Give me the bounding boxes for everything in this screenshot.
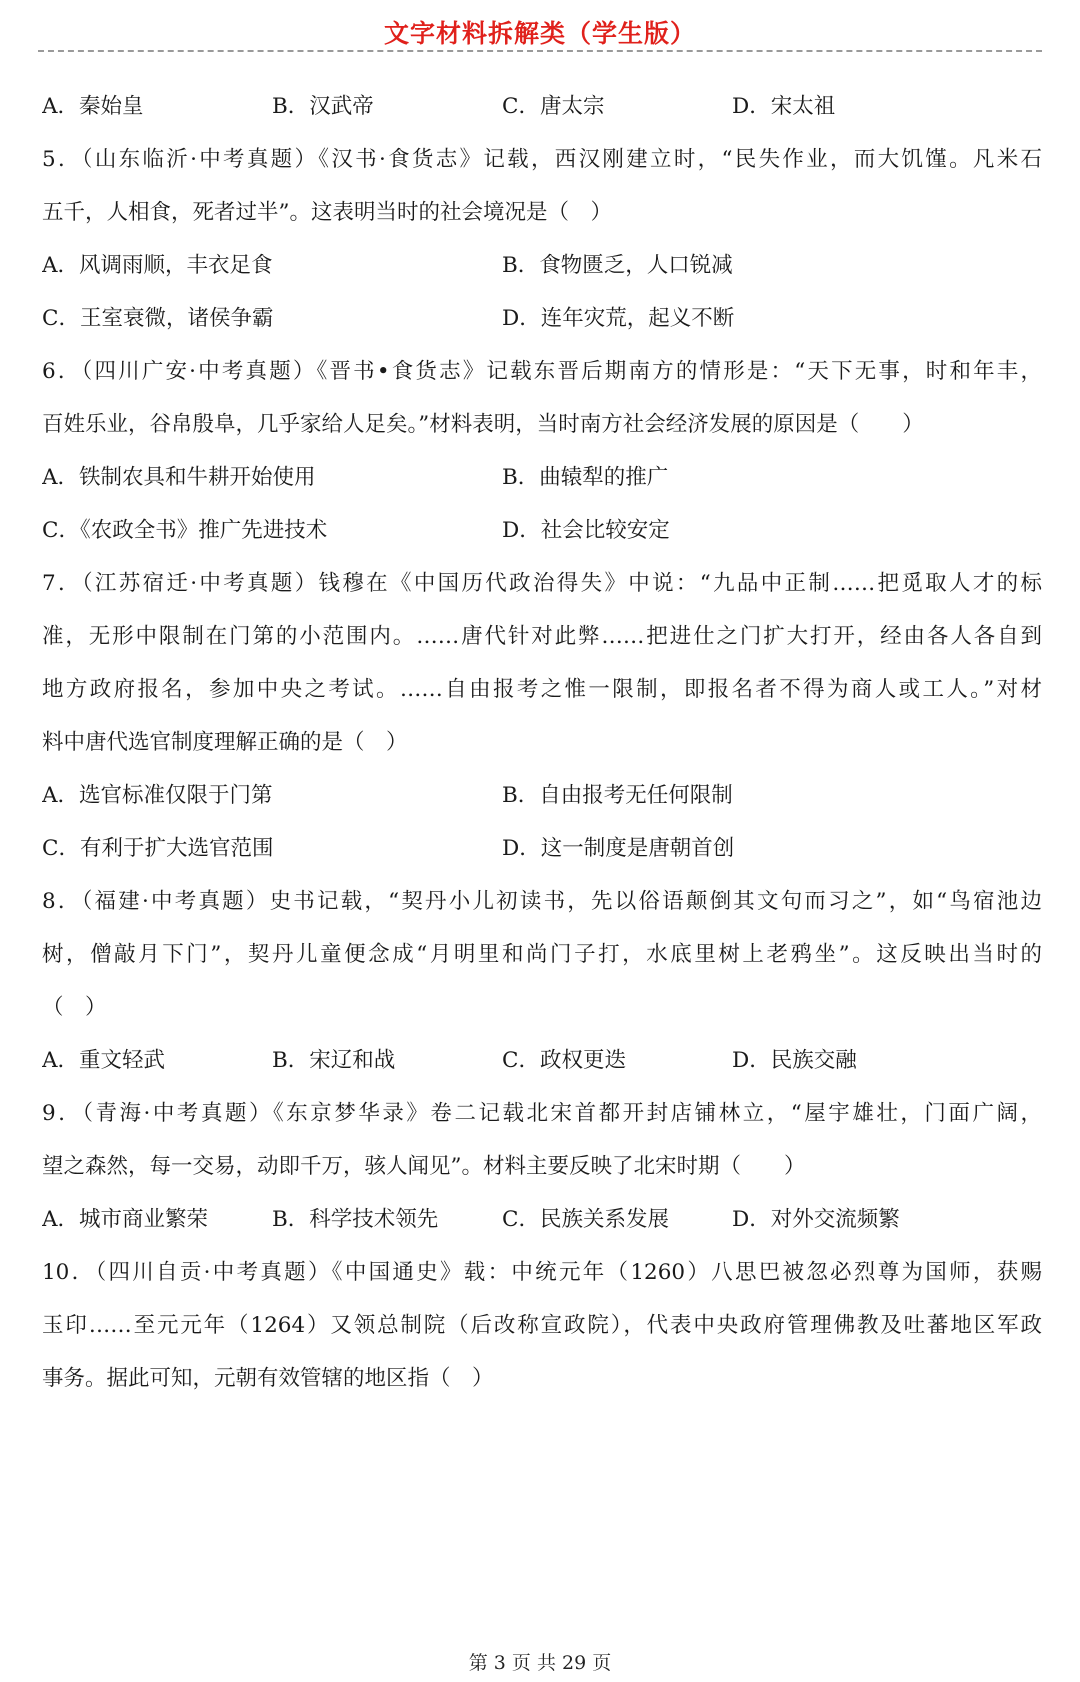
q8-stem-line: 8．（福建·中考真题）史书记载，“契丹小儿初读书，先以俗语颠倒其文句而习之”，如“鸟宿池边 [42, 889, 1042, 914]
q10-stem-line: 玉印……至元元年（1264）又领总制院（后改称宣政院），代表中央政府管理佛教及吐蕃地区军政 [42, 1313, 1042, 1338]
q6-stem-line: 6．（四川广安·中考真题）《晋书•食货志》记载东晋后期南方的情形是：“天下无事，时和年丰， [42, 359, 1042, 384]
question-content [42, 80, 1042, 1405]
q6-option-c[interactable]: C．《农政全书》推广先进技术 [42, 518, 328, 543]
q7-stem-line: 7．（江苏宿迁·中考真题）钱穆在《中国历代政治得失》中说：“九品中正制……把觅取人才的标 [42, 571, 1042, 596]
q7-option-d[interactable]: D．这一制度是唐朝首创 [502, 836, 735, 861]
q5-option-a[interactable]: A．风调雨顺，丰衣足食 [42, 253, 273, 278]
q7-option-c[interactable]: C．有利于扩大选官范围 [42, 836, 274, 861]
q8-option-a[interactable]: A．重文轻武 [42, 1048, 166, 1073]
q6-option-d[interactable]: D．社会比较安定 [502, 518, 670, 543]
q6-options-row [42, 504, 1042, 557]
q7-options-row [42, 822, 1042, 875]
q9-options [42, 1193, 1042, 1246]
q9-option-a[interactable]: A．城市商业繁荣 [42, 1207, 209, 1232]
q10-stem-line: 事务。据此可知，元朝有效管辖的地区指（ ） [42, 1366, 494, 1391]
page-number: 第 3 页 共 29 页 [468, 1652, 612, 1674]
q7-stem-line: 地方政府报名，参加中央之考试。……自由报考之惟一限制，即报名者不得为商人或工人。”对材 [42, 677, 1042, 702]
header-divider [38, 50, 1042, 52]
q9-option-b[interactable]: B．科学技术领先 [272, 1207, 439, 1232]
page-header [0, 14, 1080, 50]
q7-options-row [42, 769, 1042, 822]
q10-stem-line: 10．（四川自贡·中考真题）《中国通史》载：中统元年（1260）八思巴被忽必烈尊为国师，获赐 [42, 1260, 1042, 1285]
q4-option-c[interactable]: C．唐太宗 [502, 94, 605, 119]
q4-option-a[interactable]: A．秦始皇 [42, 94, 144, 119]
q5-stem-line: 5．（山东临沂·中考真题）《汉书·食货志》记载，西汉刚建立时，“民失作业，而大饥馑。凡米石 [42, 147, 1042, 172]
q8-option-b[interactable]: B．宋辽和战 [272, 1048, 396, 1073]
q5-stem-line: 五千，人相食，死者过半”。这表明当时的社会境况是（ ） [42, 200, 612, 225]
q7-option-a[interactable]: A．选官标准仅限于门第 [42, 783, 273, 808]
q5-options-row [42, 239, 1042, 292]
q9-stem-line: 望之森然，每一交易，动即千万，骇人闻见”。材料主要反映了北宋时期（ ） [42, 1154, 806, 1179]
q9-stem-line: 9．（青海·中考真题）《东京梦华录》卷二记载北宋首都开封店铺林立，“屋宇雄壮，门面广阔， [42, 1101, 1042, 1126]
q4-option-d[interactable]: D．宋太祖 [732, 94, 836, 119]
q8-options [42, 1034, 1042, 1087]
q8-option-c[interactable]: C．政权更迭 [502, 1048, 626, 1073]
q9-option-d[interactable]: D．对外交流频繁 [732, 1207, 900, 1232]
q6-option-a[interactable]: A．铁制农具和牛耕开始使用 [42, 465, 316, 490]
q7-stem-line: 料中唐代选官制度理解正确的是（ ） [42, 730, 408, 755]
q9-option-c[interactable]: C．民族关系发展 [502, 1207, 669, 1232]
q5-option-c[interactable]: C．王室衰微，诸侯争霸 [42, 306, 274, 331]
q6-option-b[interactable]: B．曲辕犁的推广 [502, 465, 669, 490]
q8-option-d[interactable]: D．民族交融 [732, 1048, 857, 1073]
q7-stem-line: 准，无形中限制在门第的小范围内。……唐代针对此弊……把进仕之门扩大打开，经由各人各自到 [42, 624, 1042, 649]
q7-option-b[interactable]: B．自由报考无任何限制 [502, 783, 733, 808]
q6-stem-line: 百姓乐业，谷帛殷阜，几乎家给人足矣。”材料表明，当时南方社会经济发展的原因是（ ） [42, 412, 924, 437]
q8-stem-line: 树，僧敲月下门”，契丹儿童便念成“月明里和尚门子打，水底里树上老鸦坐”。这反映出当时的 [42, 942, 1042, 967]
q6-options-row [42, 451, 1042, 504]
q8-stem-line: （ ） [42, 995, 107, 1020]
q5-option-b[interactable]: B．食物匮乏，人口锐减 [502, 253, 733, 278]
document-title: 文字材料拆解类（学生版） [383, 19, 696, 48]
q4-options [42, 80, 1042, 133]
q5-options-row [42, 292, 1042, 345]
q4-option-b[interactable]: B．汉武帝 [272, 94, 374, 119]
q5-option-d[interactable]: D．连年灾荒，起义不断 [502, 306, 735, 331]
